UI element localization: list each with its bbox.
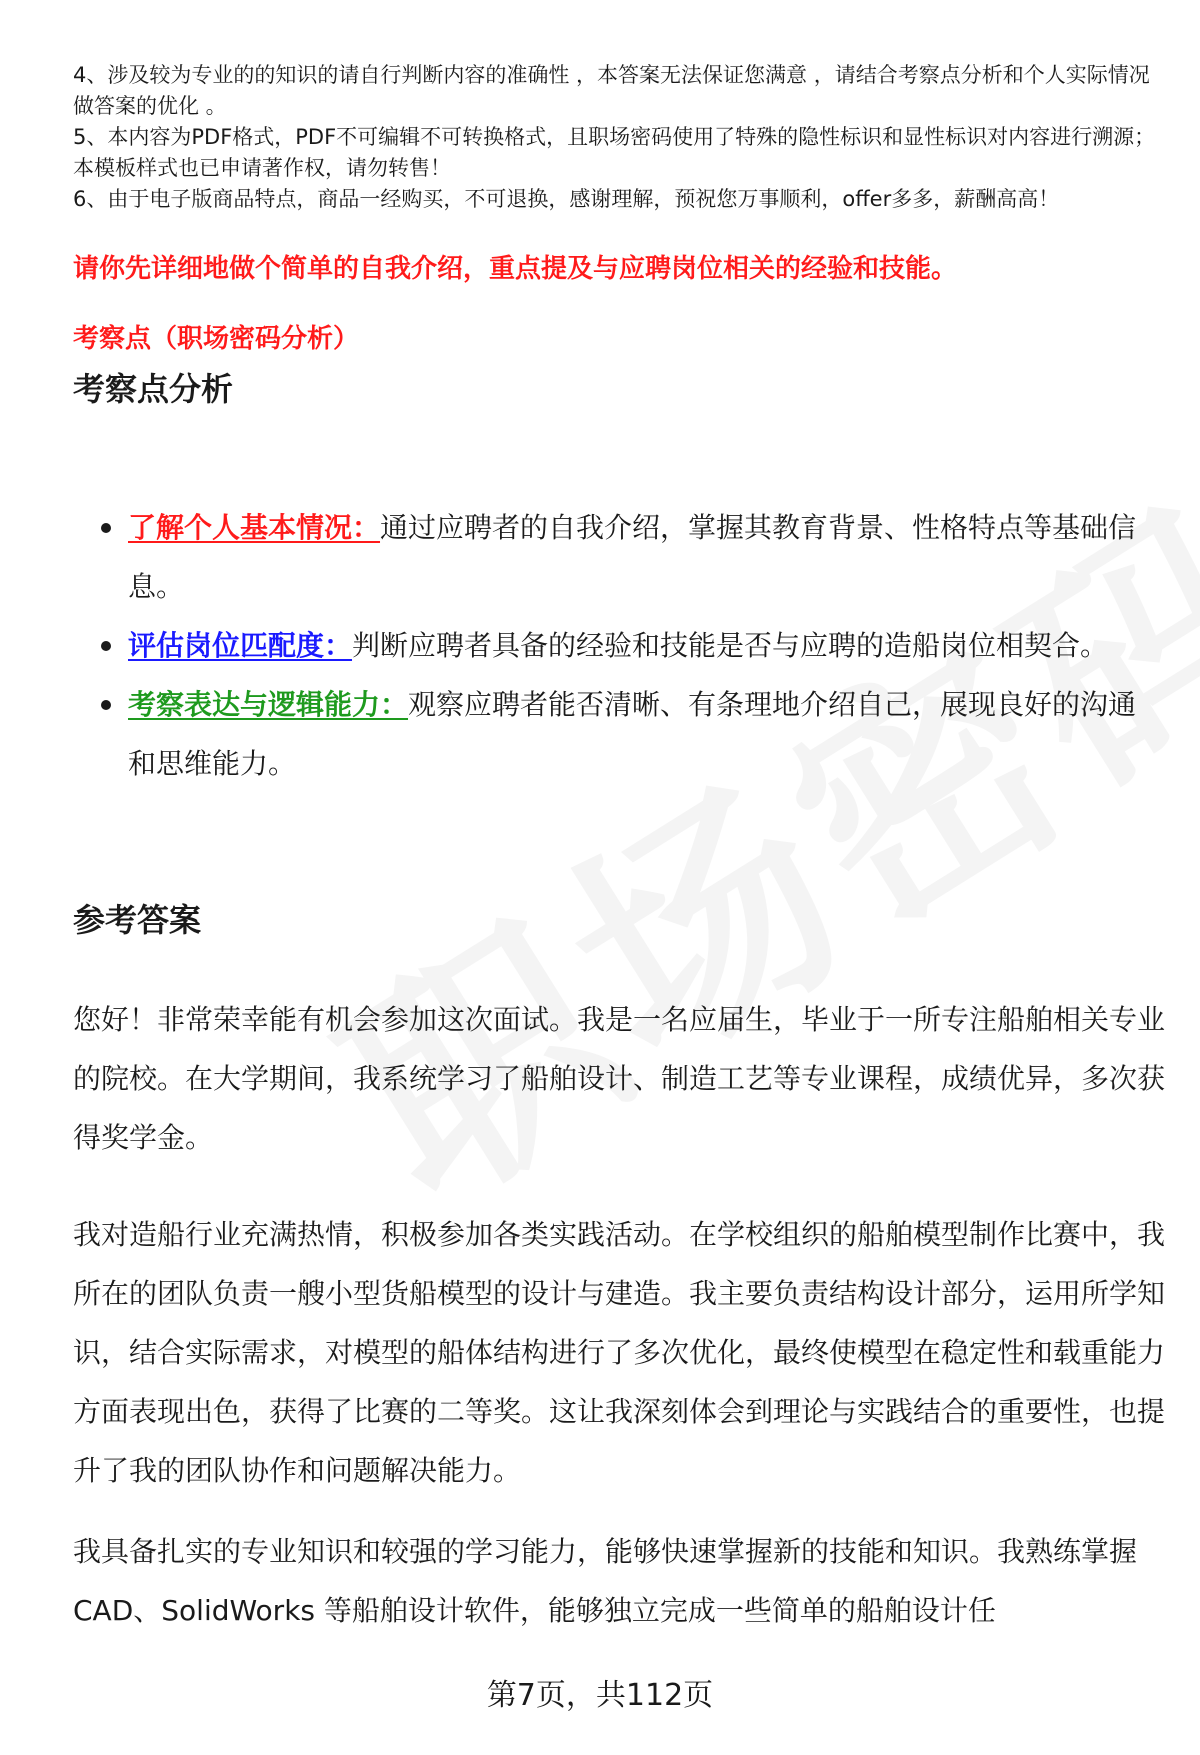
notes-section [73,60,1163,215]
analysis-heading: 考察点分析 [73,370,234,408]
bullet-icon [101,700,111,710]
answer-paragraph: 您好！非常荣幸能有机会参加这次面试。我是一名应届生，毕业于一所专注船舶相关专业的院校。在大学期间，我系统学习了船舶设计、制造工艺等专业课程，成绩优异，多次获得奖学金。 [73,1003,1166,1154]
analysis-label: 考察点（职场密码分析） [73,324,360,354]
point-label: 评估岗位匹配度： [128,629,353,662]
analysis-point [128,616,1158,675]
point-text: 通过应聘者的自我介绍，掌握其教育背景、性格特点等基础信息。 [128,511,1137,603]
point-text: 判断应聘者具备的经验和技能是否与应聘的造船岗位相契合。 [352,629,1109,662]
analysis-point [128,498,1158,616]
analysis-point [128,675,1158,793]
point-label: 了解个人基本情况： [128,511,381,544]
answer-heading: 参考答案 [73,901,202,939]
bullet-icon [101,523,111,533]
answer-paragraph: 我具备扎实的专业知识和较强的学习能力，能够快速掌握新的技能和知识。我熟练掌握 CAD、SolidWorks 等船舶设计软件，能够独立完成一些简单的船舶设计任 [73,1535,1138,1627]
analysis-points-list [128,498,1158,793]
point-label: 考察表达与逻辑能力： [128,688,409,721]
note-item: 5、本内容为PDF格式，PDF不可编辑不可转换格式，且职场密码使用了特殊的隐性标识和显性标识对内容进行溯源；本模板样式也已申请著作权，请勿转售！ [73,125,1156,180]
note-item: 6、由于电子版商品特点，商品一经购买，不可退换，感谢理解，预祝您万事顺利，offer多多，薪酬高高！ [73,187,1060,211]
point-text: 观察应聘者能否清晰、有条理地介绍自己，展现良好的沟通和思维能力。 [128,688,1137,780]
page-number-footer: 第7页，共112页 [486,1678,714,1713]
answer-paragraph: 我对造船行业充满热情，积极参加各类实践活动。在学校组织的船舶模型制作比赛中，我所在的团队负责一艘小型货船模型的设计与建造。我主要负责结构设计部分，运用所学知识，结合实际需求，对模型的船体结构进行了多次优化，最终使模型在稳定性和载重能力方面表现出色，获得了比赛的二等奖。这让我深刻体会到理论与实践结合的重要性，也提升了我的团队协作和问题解决能力。 [73,1218,1166,1487]
note-item: 4、涉及较为专业的的知识的请自行判断内容的准确性 ，本答案无法保证您满意 ，请结合考察点分析和个人实际情况做答案的优化 。 [73,63,1150,118]
bullet-icon [101,641,111,651]
interview-question: 请你先详细地做个简单的自我介绍，重点提及与应聘岗位相关的经验和技能。 [73,254,958,284]
